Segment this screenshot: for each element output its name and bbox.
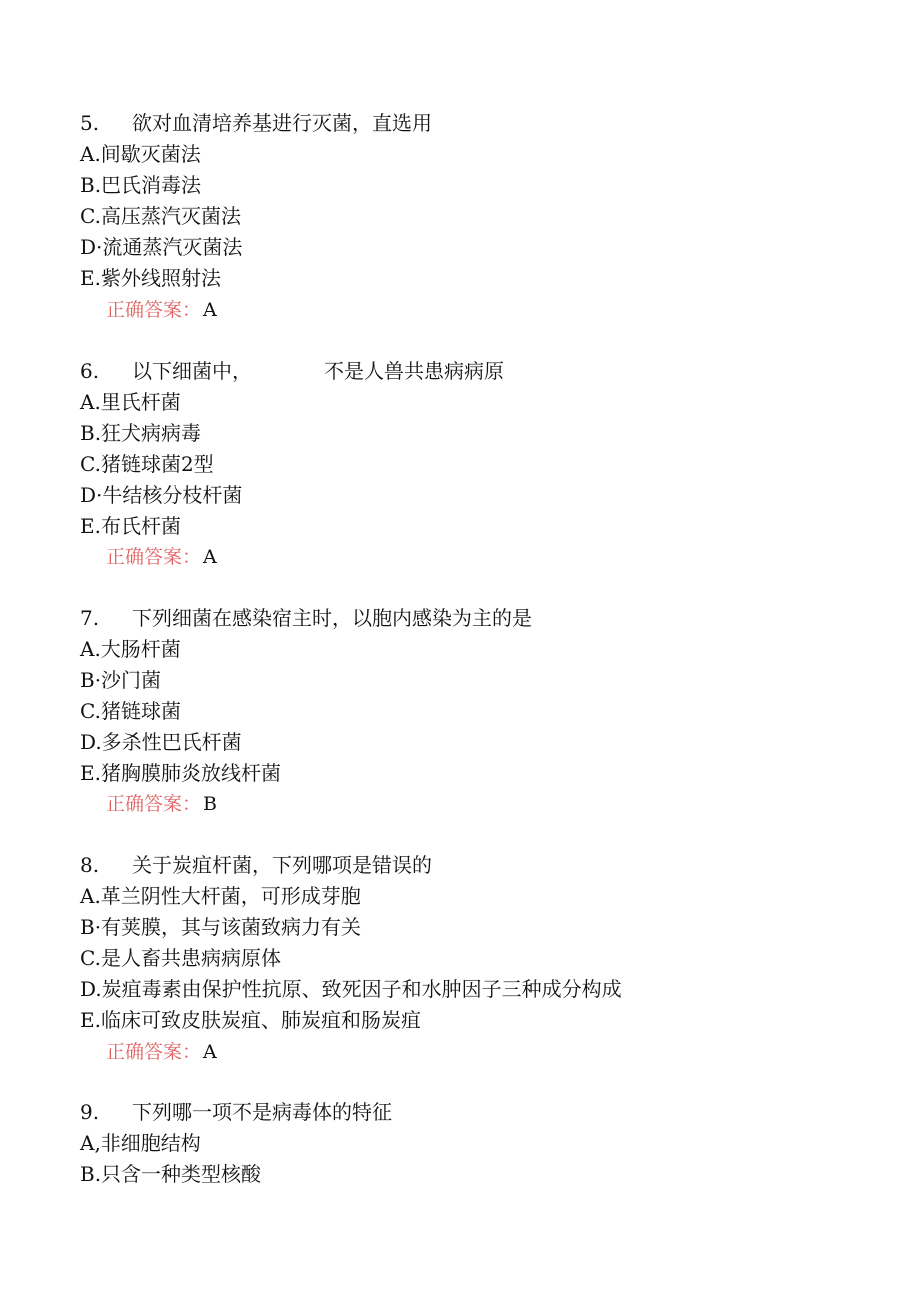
option: D·牛结核分枝杆菌 [80, 483, 243, 507]
answer-value: A [203, 1041, 217, 1063]
answer-label: 正确答案： [106, 1041, 202, 1063]
question-9-stem [80, 1099, 392, 1125]
question-text: 关于炭疽杆菌，下列哪项是错误的 [132, 853, 432, 877]
option: A.里氏杆菌 [80, 390, 181, 414]
option: E.猪胸膜肺炎放线杆菌 [80, 761, 281, 785]
question-text: 下列哪一项不是病毒体的特征 [132, 1100, 392, 1124]
question-text: 欲对血清培养基进行灭菌，直选用 [132, 111, 432, 135]
question-number: 9. [80, 1100, 100, 1124]
answer-label: 正确答案： [106, 793, 202, 815]
correct-answer [106, 1039, 217, 1065]
option: C.是人畜共患病病原体 [80, 946, 281, 970]
option: E.紫外线照射法 [80, 266, 221, 290]
correct-answer [106, 297, 217, 323]
option: D.炭疽毒素由保护性抗原、致死因子和水肿因子三种成分构成 [80, 977, 622, 1001]
answer-value: A [203, 299, 217, 321]
option: A.革兰阴性大杆菌，可形成芽胞 [80, 884, 361, 908]
question-5-stem [80, 110, 432, 136]
question-7-stem [80, 605, 532, 631]
question-number: 7. [80, 606, 100, 630]
option: B·有荚膜，其与该菌致病力有关 [80, 915, 362, 939]
correct-answer [106, 791, 217, 817]
option: B.只含一种类型核酸 [80, 1162, 262, 1186]
option: E.临床可致皮肤炭疽、肺炭疽和肠炭疽 [80, 1008, 421, 1032]
question-6-stem [80, 358, 504, 384]
answer-value: B [203, 793, 217, 815]
option: C.猪链球菌 [80, 699, 181, 723]
option: C.高压蒸汽灭菌法 [80, 204, 241, 228]
answer-label: 正确答案： [106, 299, 202, 321]
question-number: 8. [80, 853, 100, 877]
option: A,非细胞结构 [80, 1131, 201, 1155]
correct-answer [106, 544, 217, 570]
question-number: 5. [80, 111, 100, 135]
question-text: 下列细菌在感染宿主时，以胞内感染为主的是 [132, 606, 532, 630]
option: A.间歇灭菌法 [80, 142, 201, 166]
question-text: 不是人兽共患病病原 [324, 359, 504, 383]
option: A.大肠杆菌 [80, 637, 181, 661]
option: B.狂犬病病毒 [80, 421, 202, 445]
option: B.巴氏消毒法 [80, 173, 202, 197]
option: E.布氏杆菌 [80, 514, 181, 538]
option: D.多杀性巴氏杆菌 [80, 730, 242, 754]
option: B·沙门菌 [80, 668, 162, 692]
question-8-stem [80, 852, 432, 878]
answer-label: 正确答案： [106, 546, 202, 568]
option: C.猪链球菌2型 [80, 452, 214, 476]
question-text: 以下细菌中， [132, 359, 252, 383]
answer-value: A [203, 546, 217, 568]
question-number: 6. [80, 359, 100, 383]
option: D·流通蒸汽灭菌法 [80, 235, 243, 259]
